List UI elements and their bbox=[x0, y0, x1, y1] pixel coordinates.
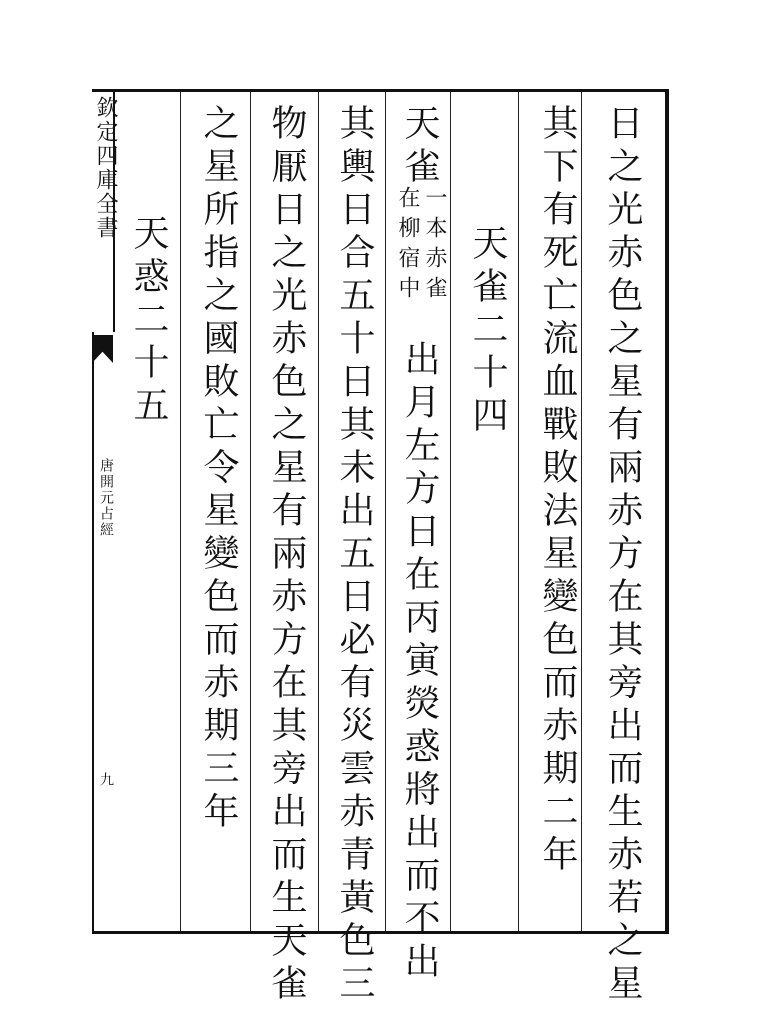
text-column-5: 其輿日合五十日其未出五日必有災雲赤青黃色三 bbox=[334, 104, 375, 1007]
book-title: 唐開元占經 bbox=[98, 458, 114, 538]
column-rule bbox=[318, 92, 319, 931]
column-rule bbox=[581, 92, 582, 931]
column-rule bbox=[385, 92, 386, 931]
section-heading-tianhuo: 天惑二十五 bbox=[128, 214, 169, 429]
text-column-4-bottom: 出月左方日在丙寅熒惑將出而不出 bbox=[399, 340, 440, 985]
text-column-6: 物厭日之光赤色之星有兩赤方在其旁出而生天雀 bbox=[266, 104, 307, 1007]
fishtail-mark bbox=[92, 335, 113, 363]
frame-bottom-border bbox=[92, 931, 668, 934]
page-number: 九 bbox=[98, 772, 114, 786]
annotation-left: 在柳宿中 bbox=[395, 186, 420, 306]
text-column-2: 其下有死亡流血戰敗法星變色而赤期二年 bbox=[537, 104, 578, 878]
frame-right-border bbox=[665, 89, 669, 934]
text-column-1: 日之光赤色之星有兩赤方在其旁出而生赤若之星 bbox=[602, 104, 643, 1007]
collection-title: 欽定四庫全書 bbox=[93, 96, 118, 240]
section-heading-tianque: 天雀二十四 bbox=[467, 224, 508, 439]
column-rule bbox=[180, 92, 181, 931]
text-column-7: 之星所指之國敗亡令星變色而赤期三年 bbox=[198, 104, 239, 835]
column-rule bbox=[250, 92, 251, 931]
text-column-4-top: 天雀 bbox=[399, 104, 440, 190]
column-rule bbox=[518, 92, 519, 931]
annotation-right: 一本赤雀 bbox=[422, 186, 447, 306]
column-rule bbox=[450, 92, 451, 931]
